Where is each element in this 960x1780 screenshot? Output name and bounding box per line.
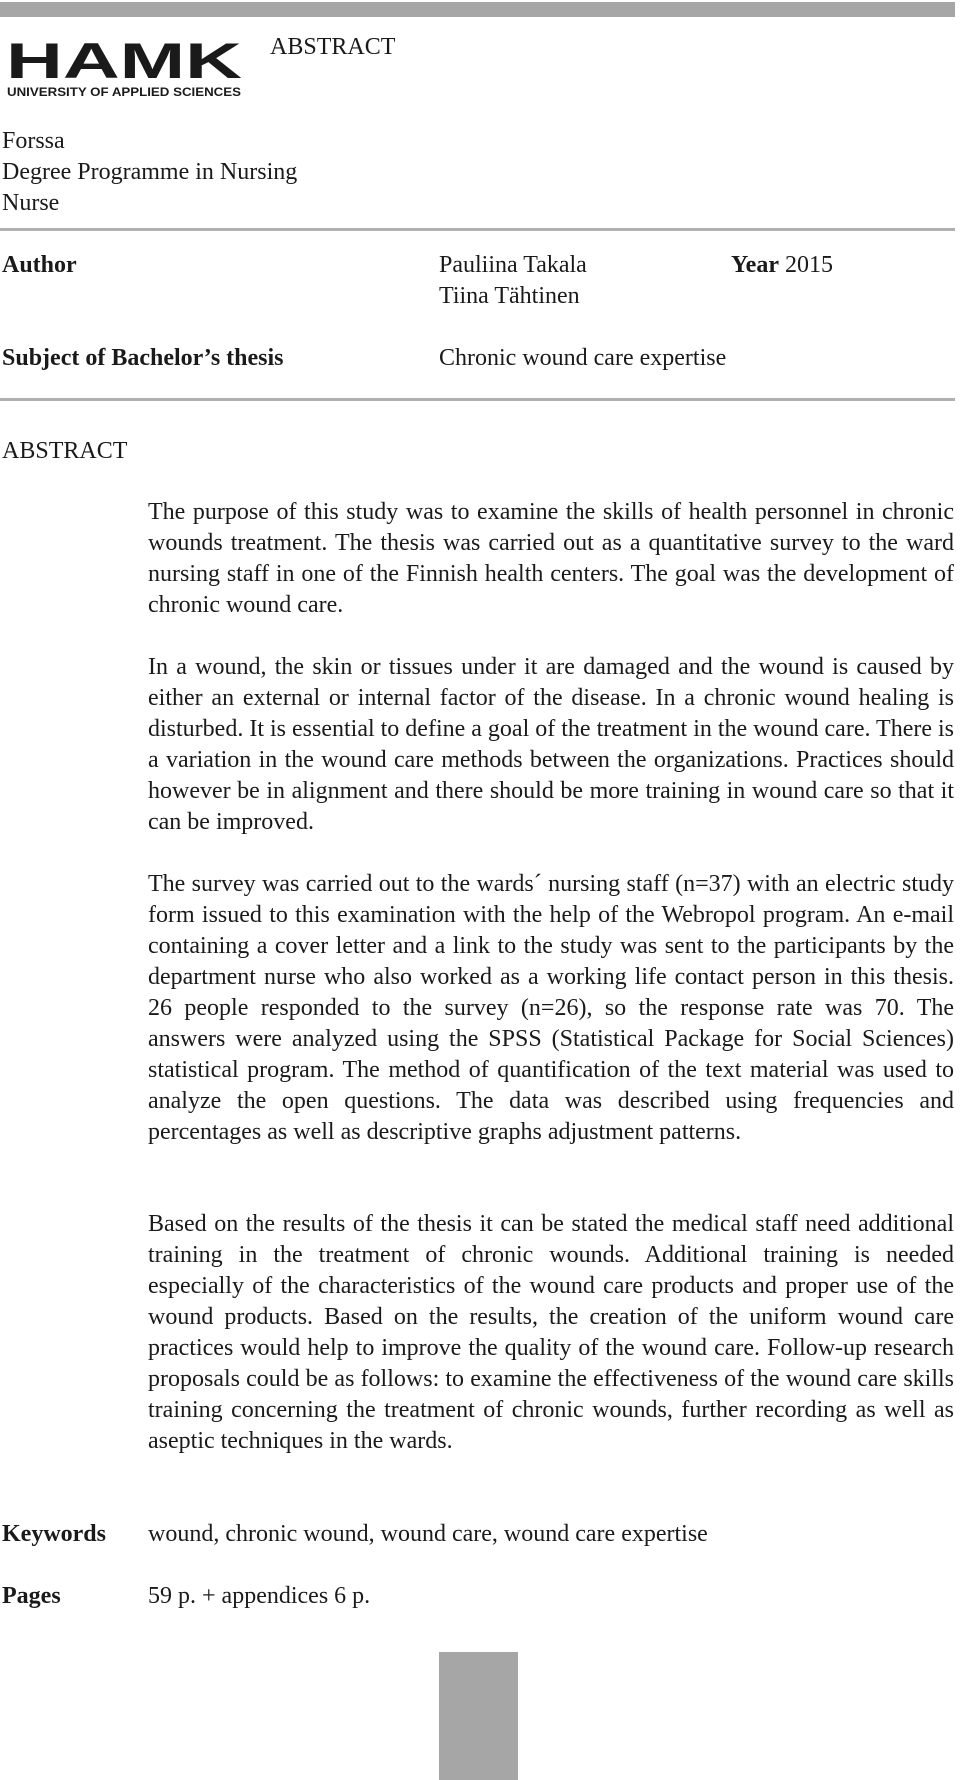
year-value: 2015: [784, 252, 833, 278]
abstract-paragraph-2: [148, 652, 954, 838]
abstract-text-2: In a wound, the skin or tissues under it are damaged and the wound is caused by either an external or internal factor of the disease. In a chronic wound healing is disturbed. It is essential to define a goal of the treatment in the wound care. There is a variation in the wound care methods between the organizations. Practices should however be in alignment and there should be more training in wound care so that it can be improved.: [148, 654, 954, 835]
abstract-paragraph-1: [148, 497, 954, 621]
abstract-text-3: The survey was carried out to the wards´ nursing staff (n=37) with an electric study form issued to this examination with the help of the Webropol program. An e-mail containing a cover letter and a link to the study was sent to the participants by the department nurse who also worked as a working life contact person in this thesis. 26 people responded to the survey (n=26), so the response rate was 70. The answers were analyzed using the SPSS (Statistical Package for Social Sciences) statistical program. The method of quantification of the text material was used to analyze the open questions. The data was described using frequencies and percentages as well as descriptive graphs adjustment patterns.: [148, 871, 954, 1145]
pages-label: Pages: [2, 1583, 61, 1609]
abstract-paragraph-4: [148, 1209, 954, 1457]
divider-top: [0, 228, 955, 231]
abstract-text-4: Based on the results of the thesis it can be stated the medical staff need additional training in the treatment of chronic wounds. Additional training is needed especially of the characteristics of the wound care products and proper use of the wound products. Based on the results, the creation of the uniform wound care practices would help to improve the quality of the wound care. Follow-up research proposals could be as follows: to examine the effectiveness of the wound care skills training concerning the treatment of chronic wounds, further recording as well as aseptic techniques in the wards.: [148, 1211, 954, 1454]
author-label: Author: [2, 252, 77, 278]
top-gray-bar: [0, 2, 955, 17]
author-1: Pauliina Takala: [439, 252, 587, 278]
programme: Degree Programme in Nursing: [2, 159, 298, 185]
subject-label: Subject of Bachelor’s thesis: [2, 345, 284, 371]
campus: Forssa: [2, 128, 65, 154]
header-title: ABSTRACT: [270, 34, 396, 60]
hamk-logo: [6, 38, 246, 100]
year-field: [731, 250, 833, 281]
pages-value: 59 p. + appendices 6 p.: [148, 1583, 371, 1609]
author-2: Tiina Tähtinen: [439, 283, 580, 309]
keywords-label: Keywords: [2, 1521, 106, 1547]
degree: Nurse: [2, 190, 60, 216]
logo-subtext: UNIVERSITY OF APPLIED SCIENCES: [7, 85, 242, 99]
year-label: Year: [731, 252, 779, 278]
logo-wordmark: HAMK: [6, 38, 243, 89]
abstract-paragraph-3: [148, 869, 954, 1148]
footer-gray-block: [439, 1652, 518, 1780]
abstract-text-1: The purpose of this study was to examine the skills of health personnel in chronic wounds treatment. The thesis was carried out as a quantitative survey to the ward nursing staff in one of the Finnish health centers. The goal was the development of chronic wound care.: [148, 499, 954, 618]
divider-bottom: [0, 398, 955, 401]
subject-value: Chronic wound care expertise: [439, 345, 727, 371]
abstract-heading: ABSTRACT: [2, 438, 128, 464]
keywords-value: wound, chronic wound, wound care, wound care expertise: [148, 1521, 708, 1547]
